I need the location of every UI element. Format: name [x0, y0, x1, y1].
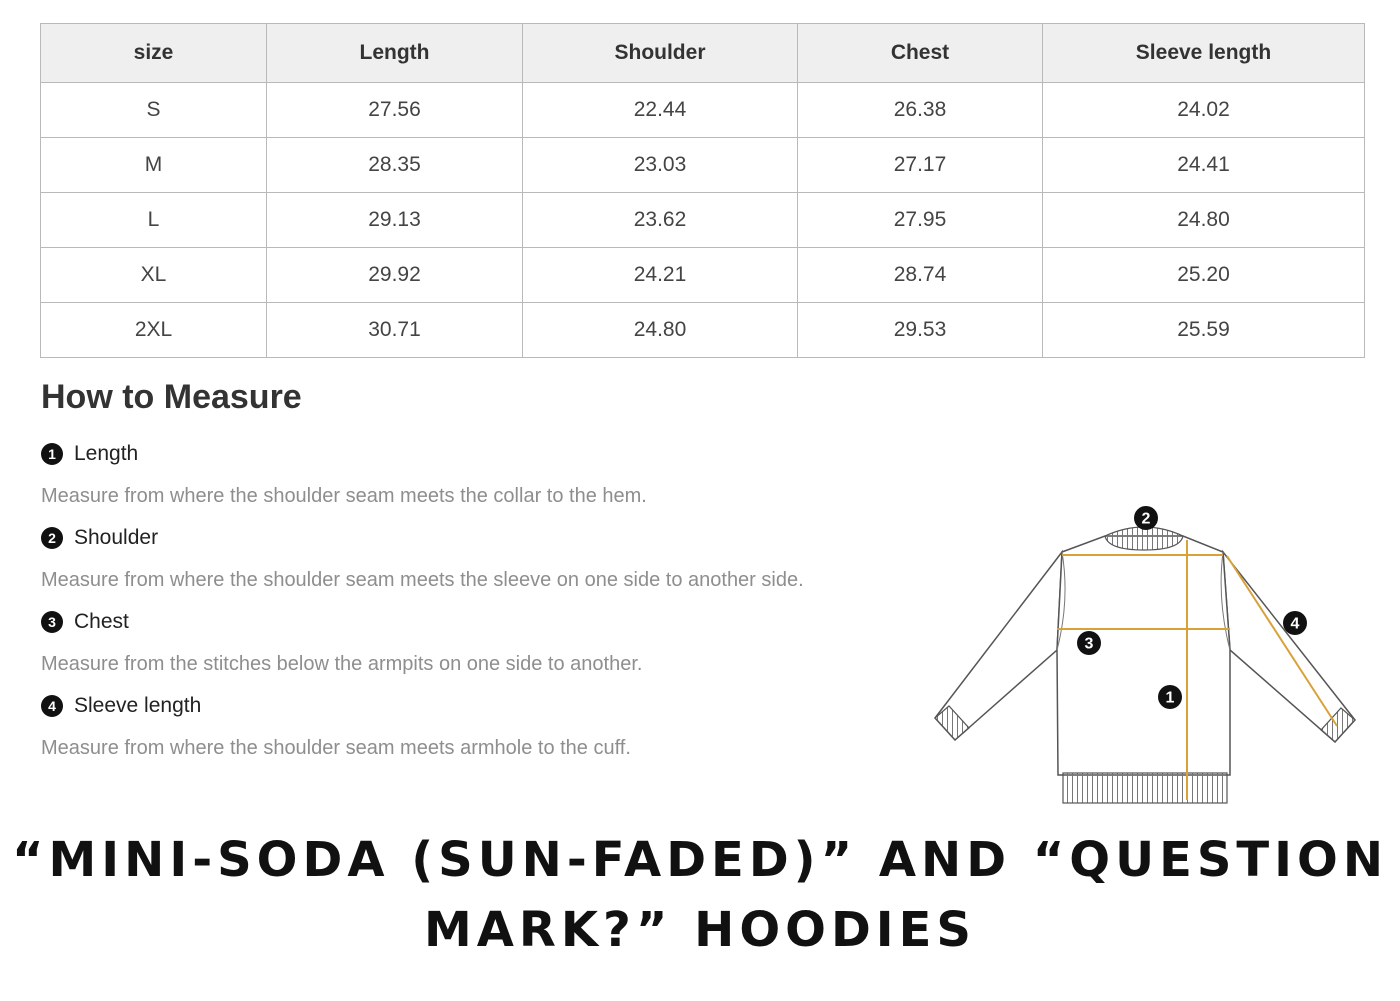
svg-text:2: 2: [1141, 510, 1151, 528]
cell-size: S: [41, 83, 267, 138]
number-badge-icon: 1: [41, 443, 63, 465]
cell-sleeve-length: 24.02: [1043, 83, 1365, 138]
cell-chest: 26.38: [798, 83, 1043, 138]
cell-sleeve-length: 25.20: [1043, 248, 1365, 303]
marker-2-icon: [1134, 506, 1158, 530]
svg-text:4: 4: [1290, 615, 1300, 633]
collar: [1105, 527, 1183, 550]
cell-size: XL: [41, 248, 267, 303]
step-chest-label: [41, 609, 129, 635]
number-badge-icon: 3: [41, 611, 63, 633]
cell-size: L: [41, 193, 267, 248]
marker-4-icon: [1283, 611, 1307, 635]
cell-sleeve-length: 25.59: [1043, 303, 1365, 358]
header-sleeve-length: Sleeve length: [1043, 24, 1365, 83]
step-title: Sleeve length: [74, 694, 202, 717]
cell-sleeve-length: 24.80: [1043, 193, 1365, 248]
step-length-label: [41, 441, 138, 467]
header-chest: Chest: [798, 24, 1043, 83]
cell-shoulder: 24.21: [523, 248, 798, 303]
cell-size: 2XL: [41, 303, 267, 358]
cell-shoulder: 23.03: [523, 138, 798, 193]
cell-chest: 28.74: [798, 248, 1043, 303]
header-size: size: [41, 24, 267, 83]
cell-shoulder: 24.80: [523, 303, 798, 358]
step-title: Chest: [74, 610, 129, 633]
table-row: [41, 83, 1365, 138]
cell-shoulder: 23.62: [523, 193, 798, 248]
cell-length: 29.13: [267, 193, 523, 248]
number-badge-icon: 2: [41, 527, 63, 549]
cell-chest: 27.95: [798, 193, 1043, 248]
cell-sleeve-length: 24.41: [1043, 138, 1365, 193]
table-row: [41, 248, 1365, 303]
cell-length: 28.35: [267, 138, 523, 193]
number-badge-icon: 4: [41, 695, 63, 717]
step-title: Shoulder: [74, 526, 159, 549]
cell-length: 30.71: [267, 303, 523, 358]
cell-chest: 27.17: [798, 138, 1043, 193]
table-row: [41, 138, 1365, 193]
cell-size: M: [41, 138, 267, 193]
step-sleeve-length-label: [41, 693, 201, 719]
sweater-measurement-diagram-icon: [925, 500, 1365, 810]
sweater-body: [1057, 536, 1230, 775]
step-shoulder-label: [41, 525, 158, 551]
step-shoulder-description: Measure from where the shoulder seam meets the sleeve on one side to another side.: [41, 569, 804, 591]
step-sleeve-length-description: Measure from where the shoulder seam meets armhole to the cuff.: [41, 737, 631, 759]
table-row: [41, 193, 1365, 248]
hem-band: [1063, 773, 1227, 803]
svg-text:1: 1: [1165, 689, 1175, 707]
step-title: Length: [74, 442, 139, 465]
caption-line-1: “MINI-SODA (SUN-FADED)” AND “QUESTION: [11, 832, 1389, 888]
step-length-description: Measure from where the shoulder seam meets the collar to the hem.: [41, 485, 647, 507]
cell-shoulder: 22.44: [523, 83, 798, 138]
cell-chest: 29.53: [798, 303, 1043, 358]
caption-line-2: MARK?” HOODIES: [423, 902, 976, 958]
marker-3-icon: [1077, 631, 1101, 655]
how-to-measure-title: How to Measure: [41, 378, 302, 416]
cell-length: 27.56: [267, 83, 523, 138]
size-chart-table: [40, 23, 1365, 358]
table-row: [41, 303, 1365, 358]
marker-1-icon: [1158, 685, 1182, 709]
table-header-row: [41, 24, 1365, 83]
svg-text:3: 3: [1084, 635, 1094, 653]
header-length: Length: [267, 24, 523, 83]
cell-length: 29.92: [267, 248, 523, 303]
header-shoulder: Shoulder: [523, 24, 798, 83]
step-chest-description: Measure from the stitches below the armpits on one side to another.: [41, 653, 643, 675]
product-caption: [0, 825, 1400, 965]
